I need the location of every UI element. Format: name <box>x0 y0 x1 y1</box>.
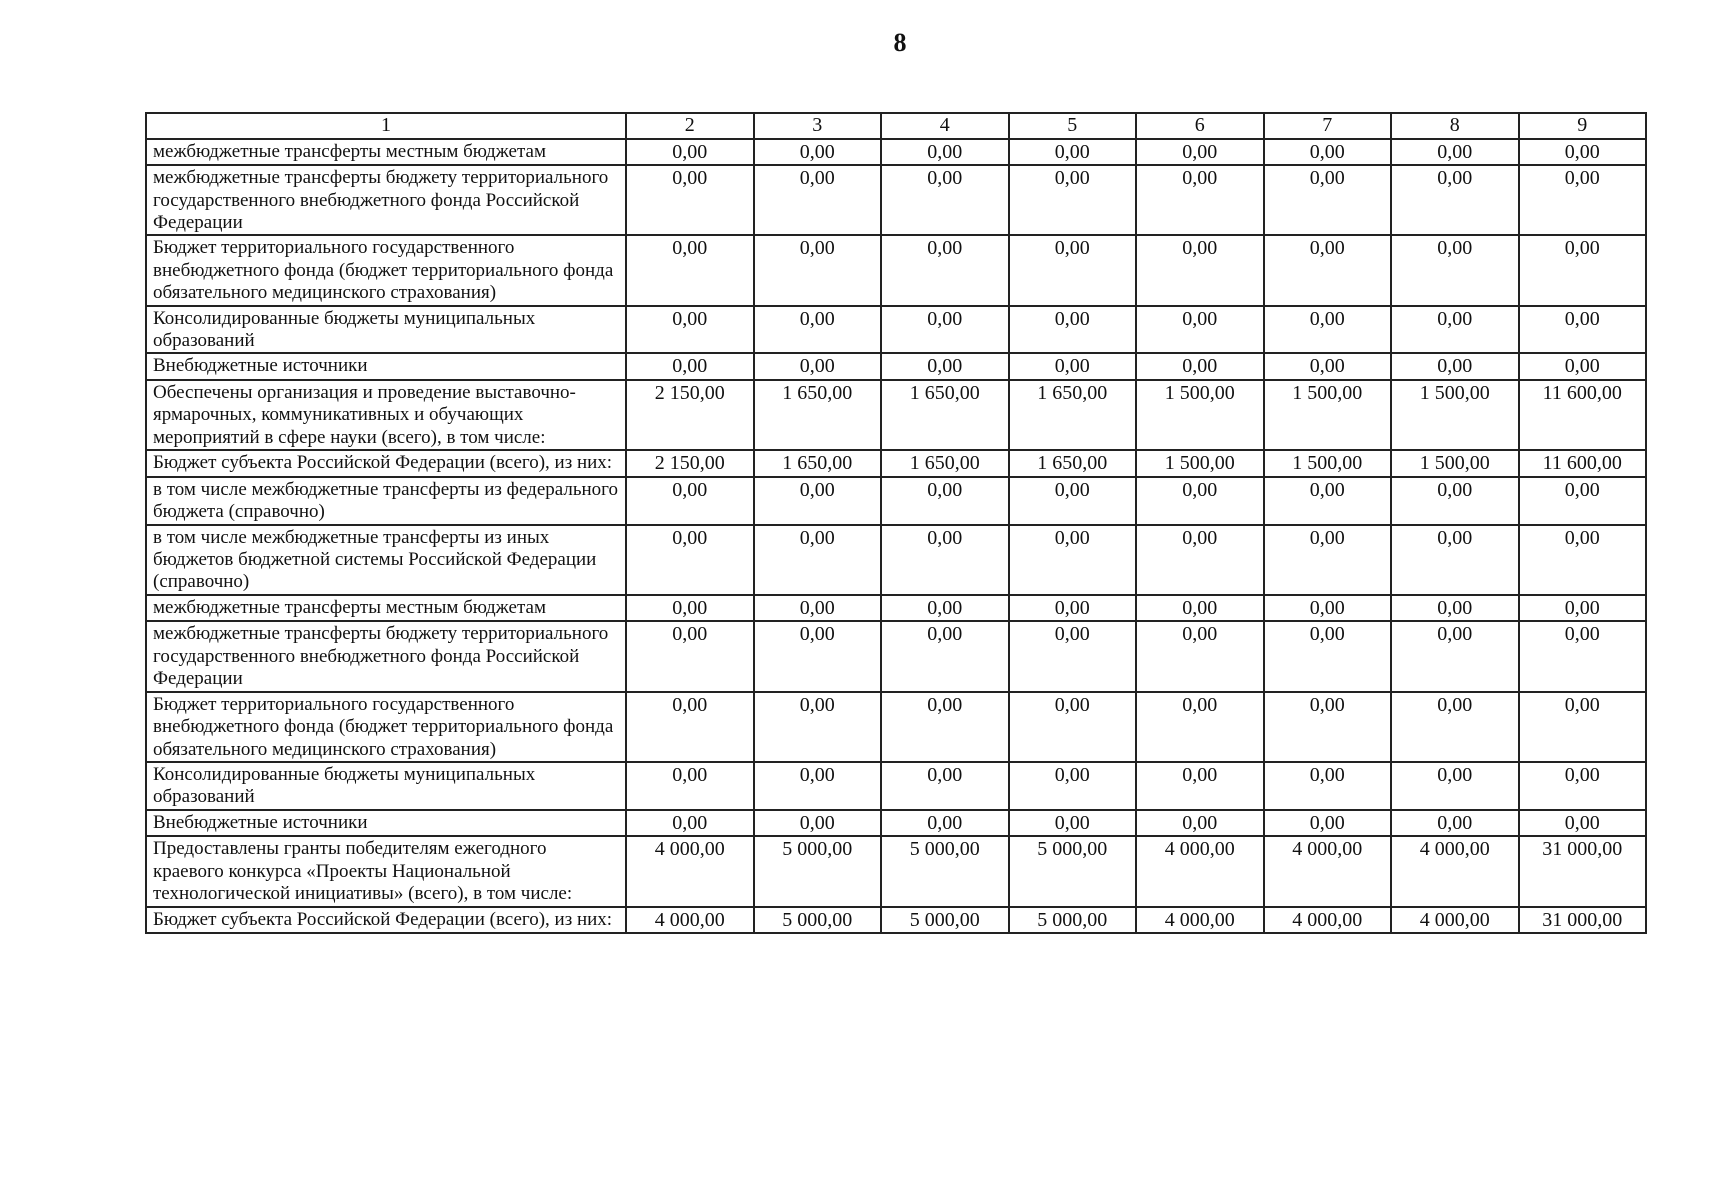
row-value: 0,00 <box>754 353 882 380</box>
column-number: 2 <box>626 113 754 139</box>
table-row <box>146 836 1646 906</box>
row-label: Консолидированные бюджеты муниципальных образований <box>146 306 626 354</box>
table-row <box>146 762 1646 810</box>
row-label: межбюджетные трансферты местным бюджетам <box>146 139 626 166</box>
row-value: 0,00 <box>754 165 882 235</box>
row-value: 0,00 <box>626 810 754 837</box>
row-value: 0,00 <box>1009 353 1137 380</box>
row-value: 0,00 <box>1136 165 1264 235</box>
row-value: 0,00 <box>1391 525 1519 595</box>
row-label: Бюджет территориального государственного внебюджетного фонда (бюджет территориального фонда обязательного медицинского страхования) <box>146 692 626 762</box>
row-value: 0,00 <box>754 477 882 525</box>
row-value: 0,00 <box>754 139 882 166</box>
row-value: 4 000,00 <box>626 907 754 934</box>
row-value: 0,00 <box>626 477 754 525</box>
row-value: 0,00 <box>1391 477 1519 525</box>
row-value: 0,00 <box>1264 306 1392 354</box>
row-value: 0,00 <box>881 595 1009 622</box>
page-number: 8 <box>893 28 907 57</box>
row-label: межбюджетные трансферты бюджету территориального государственного внебюджетного фонда Российской Федерации <box>146 165 626 235</box>
row-value: 0,00 <box>1391 306 1519 354</box>
row-value: 1 500,00 <box>1136 450 1264 477</box>
row-value: 0,00 <box>881 621 1009 691</box>
row-value: 11 600,00 <box>1519 380 1647 450</box>
row-value: 0,00 <box>1136 621 1264 691</box>
row-value: 1 650,00 <box>1009 450 1137 477</box>
table-row <box>146 907 1646 934</box>
row-value: 5 000,00 <box>1009 907 1137 934</box>
row-value: 0,00 <box>1519 477 1647 525</box>
row-value: 0,00 <box>754 595 882 622</box>
row-value: 0,00 <box>1519 595 1647 622</box>
row-value: 4 000,00 <box>626 836 754 906</box>
table-row <box>146 165 1646 235</box>
row-label: межбюджетные трансферты бюджету территориального государственного внебюджетного фонда Российской Федерации <box>146 621 626 691</box>
row-value: 0,00 <box>1009 235 1137 305</box>
row-value: 0,00 <box>1391 762 1519 810</box>
row-value: 0,00 <box>626 595 754 622</box>
row-value: 31 000,00 <box>1519 907 1647 934</box>
table-row <box>146 692 1646 762</box>
table-row <box>146 139 1646 166</box>
row-value: 0,00 <box>1519 692 1647 762</box>
row-value: 0,00 <box>1391 165 1519 235</box>
table-row <box>146 595 1646 622</box>
row-value: 5 000,00 <box>881 836 1009 906</box>
row-label: Консолидированные бюджеты муниципальных образований <box>146 762 626 810</box>
row-value: 0,00 <box>626 235 754 305</box>
row-value: 4 000,00 <box>1136 836 1264 906</box>
row-value: 4 000,00 <box>1264 836 1392 906</box>
row-value: 4 000,00 <box>1391 907 1519 934</box>
row-value: 0,00 <box>1009 477 1137 525</box>
table-row <box>146 477 1646 525</box>
row-value: 0,00 <box>626 692 754 762</box>
row-value: 0,00 <box>1136 235 1264 305</box>
table-row <box>146 525 1646 595</box>
row-value: 0,00 <box>754 235 882 305</box>
row-value: 0,00 <box>1009 621 1137 691</box>
row-value: 0,00 <box>1519 353 1647 380</box>
row-value: 0,00 <box>1264 165 1392 235</box>
row-value: 0,00 <box>1391 810 1519 837</box>
row-value: 0,00 <box>1264 595 1392 622</box>
row-value: 0,00 <box>1009 139 1137 166</box>
row-value: 0,00 <box>1009 810 1137 837</box>
column-number: 1 <box>146 113 626 139</box>
row-value: 0,00 <box>754 810 882 837</box>
table-row <box>146 621 1646 691</box>
table-row <box>146 235 1646 305</box>
row-value: 0,00 <box>754 525 882 595</box>
row-value: 1 500,00 <box>1264 380 1392 450</box>
row-value: 0,00 <box>1136 692 1264 762</box>
row-value: 1 650,00 <box>754 380 882 450</box>
row-value: 0,00 <box>881 353 1009 380</box>
row-value: 0,00 <box>1264 810 1392 837</box>
row-value: 0,00 <box>754 306 882 354</box>
row-value: 0,00 <box>626 525 754 595</box>
row-value: 0,00 <box>626 139 754 166</box>
row-value: 0,00 <box>1264 235 1392 305</box>
row-value: 0,00 <box>1519 306 1647 354</box>
row-label: Бюджет субъекта Российской Федерации (всего), из них: <box>146 907 626 934</box>
row-value: 0,00 <box>881 762 1009 810</box>
row-value: 5 000,00 <box>754 836 882 906</box>
row-value: 0,00 <box>626 621 754 691</box>
row-value: 2 150,00 <box>626 380 754 450</box>
row-value: 0,00 <box>1264 477 1392 525</box>
row-value: 0,00 <box>1009 165 1137 235</box>
row-value: 0,00 <box>881 477 1009 525</box>
row-value: 5 000,00 <box>754 907 882 934</box>
row-value: 1 500,00 <box>1264 450 1392 477</box>
row-value: 1 650,00 <box>881 450 1009 477</box>
row-value: 0,00 <box>1136 139 1264 166</box>
row-value: 1 650,00 <box>754 450 882 477</box>
row-value: 0,00 <box>626 353 754 380</box>
row-value: 0,00 <box>754 692 882 762</box>
row-value: 0,00 <box>1009 692 1137 762</box>
row-value: 1 500,00 <box>1391 450 1519 477</box>
column-number: 5 <box>1009 113 1137 139</box>
row-label: Бюджет территориального государственного внебюджетного фонда (бюджет территориального фонда обязательного медицинского страхования) <box>146 235 626 305</box>
row-value: 4 000,00 <box>1136 907 1264 934</box>
row-value: 0,00 <box>1136 353 1264 380</box>
row-value: 0,00 <box>1391 235 1519 305</box>
row-value: 0,00 <box>1136 762 1264 810</box>
column-number: 6 <box>1136 113 1264 139</box>
table-row <box>146 450 1646 477</box>
column-number: 8 <box>1391 113 1519 139</box>
row-label: Внебюджетные источники <box>146 810 626 837</box>
row-value: 0,00 <box>1264 762 1392 810</box>
table-row <box>146 306 1646 354</box>
row-value: 0,00 <box>1264 692 1392 762</box>
row-value: 0,00 <box>881 810 1009 837</box>
row-value: 0,00 <box>1264 353 1392 380</box>
row-value: 0,00 <box>1391 692 1519 762</box>
table-row <box>146 353 1646 380</box>
row-value: 0,00 <box>1009 595 1137 622</box>
row-value: 2 150,00 <box>626 450 754 477</box>
table-row <box>146 810 1646 837</box>
row-value: 0,00 <box>1136 306 1264 354</box>
row-value: 0,00 <box>1264 525 1392 595</box>
row-value: 0,00 <box>1519 165 1647 235</box>
row-value: 5 000,00 <box>881 907 1009 934</box>
budget-table <box>145 112 1647 934</box>
row-value: 0,00 <box>881 692 1009 762</box>
row-value: 0,00 <box>881 139 1009 166</box>
row-value: 0,00 <box>1391 353 1519 380</box>
row-value: 0,00 <box>754 762 882 810</box>
row-label: в том числе межбюджетные трансферты из иных бюджетов бюджетной системы Российской Федерации (справочно) <box>146 525 626 595</box>
row-value: 0,00 <box>1264 621 1392 691</box>
row-value: 0,00 <box>881 235 1009 305</box>
row-value: 0,00 <box>1391 595 1519 622</box>
row-value: 4 000,00 <box>1391 836 1519 906</box>
row-value: 4 000,00 <box>1264 907 1392 934</box>
row-label: Предоставлены гранты победителям ежегодного краевого конкурса «Проекты Национальной технологической инициативы» (всего), в том числе: <box>146 836 626 906</box>
row-value: 1 650,00 <box>881 380 1009 450</box>
row-value: 0,00 <box>1136 525 1264 595</box>
row-value: 0,00 <box>626 306 754 354</box>
column-number: 7 <box>1264 113 1392 139</box>
row-value: 0,00 <box>1391 621 1519 691</box>
row-value: 0,00 <box>754 621 882 691</box>
row-value: 0,00 <box>1009 306 1137 354</box>
row-value: 0,00 <box>1519 810 1647 837</box>
row-value: 0,00 <box>881 306 1009 354</box>
row-value: 31 000,00 <box>1519 836 1647 906</box>
row-value: 0,00 <box>626 762 754 810</box>
table-row <box>146 380 1646 450</box>
row-label: в том числе межбюджетные трансферты из федерального бюджета (справочно) <box>146 477 626 525</box>
row-value: 0,00 <box>881 525 1009 595</box>
row-value: 0,00 <box>1136 810 1264 837</box>
row-label: Обеспечены организация и проведение выставочно-ярмарочных, коммуникативных и обучающих мероприятий в сфере науки (всего), в том числе: <box>146 380 626 450</box>
row-label: Бюджет субъекта Российской Федерации (всего), из них: <box>146 450 626 477</box>
row-value: 0,00 <box>626 165 754 235</box>
column-number: 3 <box>754 113 882 139</box>
row-value: 1 500,00 <box>1391 380 1519 450</box>
row-value: 0,00 <box>1136 595 1264 622</box>
row-value: 0,00 <box>1009 762 1137 810</box>
row-value: 11 600,00 <box>1519 450 1647 477</box>
row-value: 0,00 <box>1264 139 1392 166</box>
row-value: 1 500,00 <box>1136 380 1264 450</box>
row-value: 0,00 <box>1391 139 1519 166</box>
row-value: 0,00 <box>881 165 1009 235</box>
row-value: 0,00 <box>1519 762 1647 810</box>
row-value: 0,00 <box>1136 477 1264 525</box>
row-value: 0,00 <box>1009 525 1137 595</box>
column-number: 4 <box>881 113 1009 139</box>
row-label: Внебюджетные источники <box>146 353 626 380</box>
row-value: 0,00 <box>1519 139 1647 166</box>
row-value: 1 650,00 <box>1009 380 1137 450</box>
table-header-row <box>146 113 1646 139</box>
row-value: 0,00 <box>1519 525 1647 595</box>
row-label: межбюджетные трансферты местным бюджетам <box>146 595 626 622</box>
column-number: 9 <box>1519 113 1647 139</box>
row-value: 5 000,00 <box>1009 836 1137 906</box>
row-value: 0,00 <box>1519 621 1647 691</box>
row-value: 0,00 <box>1519 235 1647 305</box>
